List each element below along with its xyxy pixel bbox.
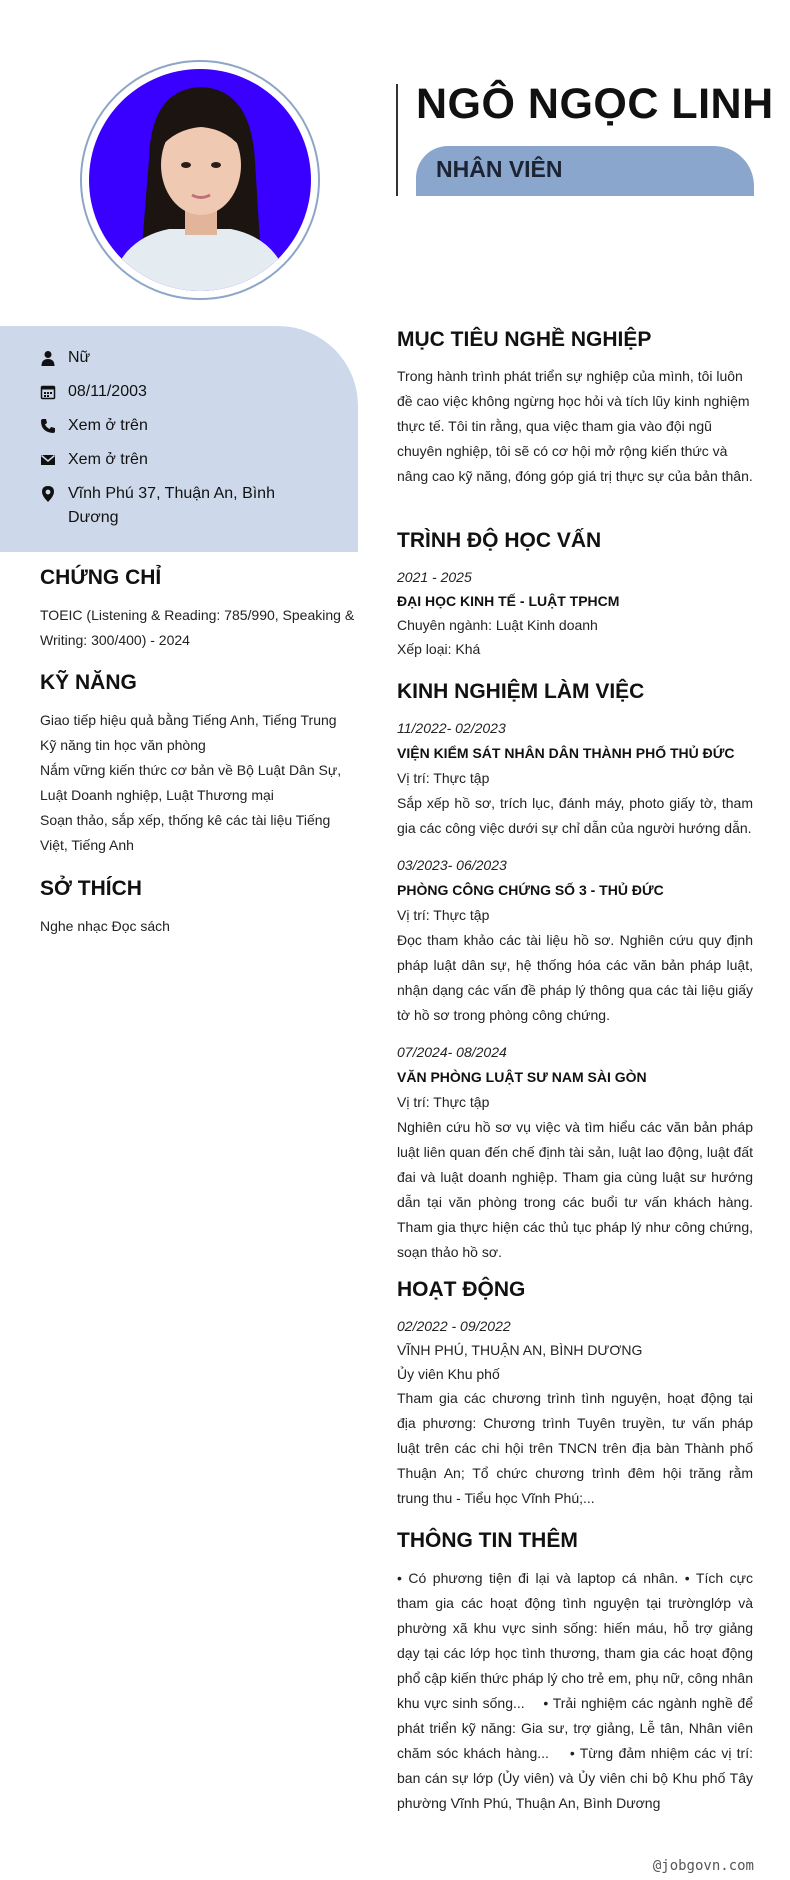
activities-desc: Tham gia các chương trình tình nguyện, hoạt động tại địa phương: Chương trình Tuyên truyền, tư vấn pháp luật trên các chi hội trên TNCN trên địa bàn Thành phố Thuận An; Tổ chức chương trình đêm hội trăng rằm trung thu - Tiểu học Vĩnh Phú;... xyxy=(397,1390,753,1506)
phone-value: Xem ở trên xyxy=(68,417,148,434)
experience-date: 07/2024- 08/2024 xyxy=(397,1044,507,1060)
activities-title: HOẠT ĐỘNG xyxy=(397,1278,526,1301)
education-rank: Xếp loại: Khá xyxy=(397,641,481,657)
contact-gender xyxy=(40,346,318,370)
experience-org: VIỆN KIỂM SÁT NHÂN DÂN THÀNH PHỐ THỦ ĐỨC xyxy=(397,745,735,761)
avatar xyxy=(89,69,311,291)
education-school: ĐẠI HỌC KINH TẾ - LUẬT TPHCM xyxy=(397,593,620,609)
avatar-ring xyxy=(80,60,320,300)
experience-org: VĂN PHÒNG LUẬT SƯ NAM SÀI GÒN xyxy=(397,1069,647,1085)
person-icon xyxy=(40,346,68,370)
experience-item xyxy=(397,853,753,1028)
education-block xyxy=(397,565,753,661)
candidate-role: NHÂN VIÊN xyxy=(436,156,563,182)
certificates-text: TOEIC (Listening & Reading: 785/990, Speaking & Writing: 300/400) - 2024 xyxy=(40,607,355,648)
activities-block xyxy=(397,1314,753,1511)
list-item: Kỹ năng tin học văn phòng xyxy=(40,737,206,753)
objective-text: Trong hành trình phát triển sự nghiệp của mình, tôi luôn đề cao việc không ngừng học hỏi và tích lũy kinh nghiệm thực tế. Tôi tin rằng, qua việc tham gia vào đội ngũ chuyên nghiệp, tôi sẽ có cơ hội mở rộng kiến thức và nâng cao kỹ năng, đóng góp giá trị thực sự của bản thân. xyxy=(397,368,753,484)
skills-title: KỸ NĂNG xyxy=(40,671,137,694)
skills-list xyxy=(40,708,358,858)
experience-desc: Nghiên cứu hồ sơ vụ việc và tìm hiểu các văn bản pháp luật liên quan đến chế định tài sản, luật lao động, luật đất đai và luật doanh nghiệp. Tham gia cùng luật sư hướng dẫn tại văn phòng trong các buổi tư vấn khách hàng. Tham gia thực hiện các thủ tục pháp lý như công chứng, soạn thảo hồ sơ. xyxy=(397,1119,753,1260)
contact-email xyxy=(40,448,318,472)
activities-date: 02/2022 - 09/2022 xyxy=(397,1318,511,1334)
birthday-value: 08/11/2003 xyxy=(68,383,147,400)
additional-title: THÔNG TIN THÊM xyxy=(397,1529,578,1552)
phone-icon xyxy=(40,414,68,438)
hobbies-title: SỞ THÍCH xyxy=(40,877,142,900)
contact-phone xyxy=(40,414,318,438)
location-pin-icon xyxy=(40,482,68,506)
address-value: Vĩnh Phú 37, Thuận An, Bình Dương xyxy=(68,485,275,526)
candidate-name: NGÔ NGỌC LINH xyxy=(416,80,774,128)
experience-date: 03/2023- 06/2023 xyxy=(397,857,507,873)
experience-item xyxy=(397,1040,753,1265)
hobbies-text: Nghe nhạc Đọc sách xyxy=(40,918,170,934)
list-item: Giao tiếp hiệu quả bằng Tiếng Anh, Tiếng Trung xyxy=(40,712,337,728)
experience-date: 11/2022- 02/2023 xyxy=(397,720,506,736)
experience-item xyxy=(397,716,753,841)
contact-birthday xyxy=(40,380,318,404)
experience-position: Vị trí: Thực tập xyxy=(397,907,490,923)
education-title: TRÌNH ĐỘ HỌC VẤN xyxy=(397,529,602,552)
footer-watermark: @jobgovn.com xyxy=(652,1858,754,1874)
role-band xyxy=(416,146,754,196)
experience-org: PHÒNG CÔNG CHỨNG SỐ 3 - THỦ ĐỨC xyxy=(397,882,664,898)
experience-desc: Đọc tham khảo các tài liệu hồ sơ. Nghiên cứu quy định pháp luật dân sự, hệ thống hóa các văn bản pháp luật, nhận dạng các vấn đề pháp lý thông qua các tài liệu giấy tờ hồ sơ trong phòng công chứng. xyxy=(397,932,753,1023)
calendar-icon xyxy=(40,380,68,404)
email-icon xyxy=(40,448,68,472)
list-item: Nắm vững kiến thức cơ bản về Bộ Luật Dân Sự, Luật Doanh nghiệp, Luật Thương mại xyxy=(40,762,342,803)
activities-position: Ủy viên Khu phố xyxy=(397,1366,500,1382)
avatar-portrait xyxy=(89,69,311,291)
email-value: Xem ở trên xyxy=(68,451,148,468)
objective-title: MỤC TIÊU NGHỀ NGHIỆP xyxy=(397,328,652,351)
gender-value: Nữ xyxy=(68,349,91,366)
contact-panel xyxy=(0,326,358,552)
experience-position: Vị trí: Thực tập xyxy=(397,1094,490,1110)
list-item: Soạn thảo, sắp xếp, thống kê các tài liệu Tiếng Việt, Tiếng Anh xyxy=(40,812,331,853)
education-major: Chuyên ngành: Luật Kinh doanh xyxy=(397,617,598,633)
contact-address xyxy=(40,482,318,530)
experience-title: KINH NGHIỆM LÀM VIỆC xyxy=(397,680,645,703)
activities-org: VĨNH PHÚ, THUẬN AN, BÌNH DƯƠNG xyxy=(397,1342,643,1358)
experience-position: Vị trí: Thực tập xyxy=(397,770,490,786)
additional-text: • Có phương tiện đi lại và laptop cá nhân. • Tích cực tham gia các hoạt động tình nguyện tại trườnglớp và phường xã khu vực sinh sống: hiến máu, hỗ trợ giảng dạy tại các lớp học tình thương, tham gia các hoạt động phổ cập kiến thức pháp lý cho trẻ em, phụ nữ, công nhân khu vực sinh sống... • Trải nghiệm các ngành nghề để phát triển kỹ năng: Gia sư, trợ giảng, Lễ tân, Nhân viên chăm sóc khách hàng... • Từng đảm nhiệm các vị trí: ban cán sự lớp (Ủy viên) và Ủy viên chi bộ Khu phố Tây phường Vĩnh Phú, Thuận An, Bình Dương xyxy=(397,1570,757,1811)
education-date: 2021 - 2025 xyxy=(397,569,472,585)
name-divider xyxy=(396,84,398,196)
experience-desc: Sắp xếp hồ sơ, trích lục, đánh máy, photo giấy tờ, tham gia các công việc dưới sự chỉ dẫn của người hướng dẫn. xyxy=(397,795,753,836)
certificates-title: CHỨNG CHỈ xyxy=(40,566,162,589)
